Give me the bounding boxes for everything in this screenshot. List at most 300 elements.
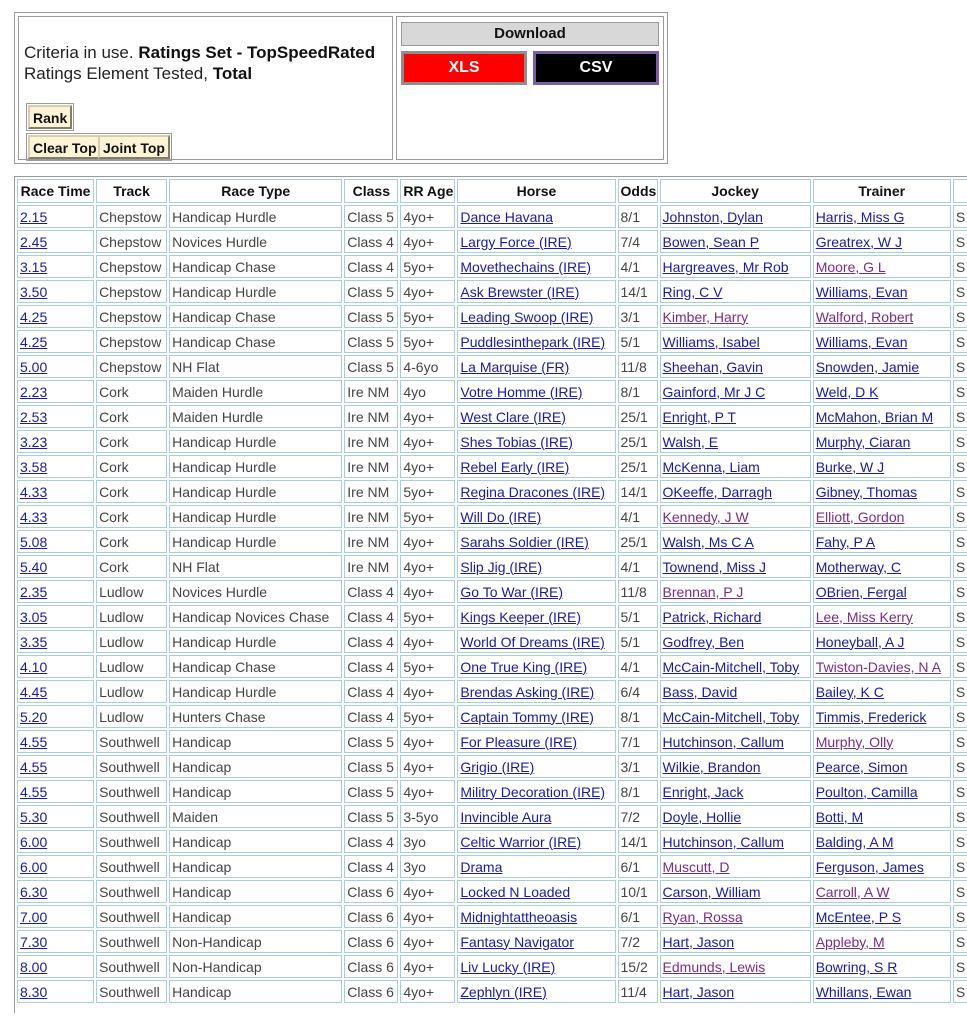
age-cell: 5yo+: [400, 255, 455, 278]
trainer-link[interactable]: Weld, D K: [815, 383, 879, 400]
table-row: [17, 555, 967, 578]
trainer-link[interactable]: Williams, Evan: [815, 333, 908, 350]
horse-link[interactable]: Locked N Loaded: [460, 883, 571, 900]
trainer-link[interactable]: McEntee, P S: [815, 908, 902, 925]
jockey-link[interactable]: Godfrey, Ben: [662, 633, 744, 650]
jockey-cell: [660, 680, 811, 703]
col-header-odds[interactable]: Odds: [618, 179, 658, 203]
horse-link[interactable]: La Marquise (FR): [460, 358, 570, 375]
jockey-cell: [660, 330, 811, 353]
race-type-cell: Handicap Hurdle: [169, 480, 342, 503]
extra-cell: S: [953, 330, 967, 353]
age-cell: 4yo+: [400, 280, 455, 303]
horse-cell: [457, 330, 615, 353]
race-time-cell: [17, 480, 94, 503]
extra-cell: S: [953, 655, 967, 678]
horse-link[interactable]: Will Do (IRE): [460, 508, 542, 525]
race-time-link[interactable]: 5.08: [20, 533, 48, 550]
jockey-link[interactable]: McCain-Mitchell, Toby: [662, 708, 800, 725]
extra-cell: S: [953, 430, 967, 453]
trainer-link[interactable]: Burke, W J: [815, 458, 885, 475]
race-time-link[interactable]: 2.15: [20, 208, 48, 225]
odds-cell: 14/1: [618, 830, 658, 853]
jockey-link[interactable]: Ryan, Rossa: [662, 908, 743, 925]
download-title: Download: [401, 22, 659, 46]
race-time-link[interactable]: 3.23: [20, 433, 48, 450]
track-cell: Cork: [96, 430, 167, 453]
race-time-cell: [17, 330, 94, 353]
class-cell: Class 5: [344, 355, 398, 378]
race-time-cell: [17, 805, 94, 828]
jockey-cell: [660, 855, 811, 878]
criteria-prefix: Criteria in use.: [24, 43, 134, 62]
joint-top-button[interactable]: Joint Top: [98, 135, 170, 159]
track-cell: Southwell: [96, 980, 167, 1003]
race-time-link[interactable]: 4.25: [20, 308, 48, 325]
class-cell: Class 4: [344, 680, 398, 703]
race-time-cell: [17, 205, 94, 228]
col-header-jockey[interactable]: Jockey: [660, 179, 811, 203]
extra-cell: S: [953, 980, 967, 1003]
horse-link[interactable]: Invincible Aura: [460, 808, 552, 825]
jockey-link[interactable]: Doyle, Hollie: [662, 808, 742, 825]
extra-cell: S: [953, 780, 967, 803]
xls-download-button[interactable]: XLS: [401, 51, 527, 85]
jockey-cell: [660, 980, 811, 1003]
trainer-link[interactable]: Whillans, Ewan: [815, 983, 912, 1000]
jockey-cell: [660, 755, 811, 778]
jockey-cell: [660, 230, 811, 253]
ratings-set-label: Ratings Set - TopSpeedRated: [138, 43, 376, 62]
race-time-cell: [17, 505, 94, 528]
class-cell: Class 6: [344, 980, 398, 1003]
jockey-link[interactable]: Hart, Jason: [662, 983, 735, 1000]
track-cell: Cork: [96, 530, 167, 553]
jockey-link[interactable]: Walsh, Ms C A: [662, 533, 754, 550]
class-cell: Ire NM: [344, 555, 398, 578]
jockey-link[interactable]: Wilkie, Brandon: [662, 758, 761, 775]
jockey-link[interactable]: Brennan, P J: [662, 583, 744, 600]
extra-cell: S: [953, 805, 967, 828]
race-time-link[interactable]: 6.30: [20, 883, 48, 900]
race-time-link[interactable]: 3.05: [20, 608, 48, 625]
col-header-race-type[interactable]: Race Type: [169, 179, 342, 203]
trainer-cell: [813, 230, 951, 253]
horse-link[interactable]: Liv Lucky (IRE): [460, 958, 556, 975]
jockey-cell: [660, 880, 811, 903]
age-cell: 4yo+: [400, 680, 455, 703]
race-time-link[interactable]: 5.40: [20, 558, 48, 575]
track-cell: Cork: [96, 505, 167, 528]
table-row: [17, 955, 967, 978]
jockey-link[interactable]: Williams, Isabel: [662, 333, 760, 350]
jockey-link[interactable]: Patrick, Richard: [662, 608, 762, 625]
odds-cell: 4/1: [618, 555, 658, 578]
extra-cell: S: [953, 680, 967, 703]
race-time-link[interactable]: 8.30: [20, 983, 48, 1000]
horse-cell: [457, 380, 615, 403]
jockey-link[interactable]: Kimber, Harry: [662, 308, 749, 325]
race-time-link[interactable]: 3.35: [20, 633, 48, 650]
horse-link[interactable]: One True King (IRE): [460, 658, 588, 675]
extra-cell: S: [953, 580, 967, 603]
age-cell: 4yo+: [400, 630, 455, 653]
age-cell: 4yo+: [400, 755, 455, 778]
table-row: [17, 605, 967, 628]
race-time-cell: [17, 605, 94, 628]
trainer-link[interactable]: Williams, Evan: [815, 283, 908, 300]
class-cell: Class 4: [344, 580, 398, 603]
race-time-link[interactable]: 2.53: [20, 408, 48, 425]
trainer-link[interactable]: Carroll, A W: [815, 883, 890, 900]
trainer-link[interactable]: Snowden, Jamie: [815, 358, 920, 375]
race-time-link[interactable]: 3.58: [20, 458, 48, 475]
horse-cell: [457, 630, 615, 653]
trainer-cell: [813, 880, 951, 903]
jockey-cell: [660, 730, 811, 753]
race-time-link[interactable]: 6.00: [20, 858, 48, 875]
race-type-cell: Handicap: [169, 855, 342, 878]
race-time-cell: [17, 555, 94, 578]
odds-cell: 11/8: [618, 355, 658, 378]
race-time-cell: [17, 580, 94, 603]
trainer-link[interactable]: Murphy, Olly: [815, 733, 894, 750]
track-cell: Southwell: [96, 755, 167, 778]
race-time-cell: [17, 755, 94, 778]
jockey-link[interactable]: Enright, Jack: [662, 783, 744, 800]
horse-link[interactable]: Kings Keeper (IRE): [460, 608, 581, 625]
trainer-link[interactable]: Bailey, K C: [815, 683, 884, 700]
extra-cell: S: [953, 955, 967, 978]
jockey-link[interactable]: Ring, C V: [662, 283, 723, 300]
horse-cell: [457, 605, 615, 628]
trainer-cell: [813, 805, 951, 828]
horse-link[interactable]: Shes Tobias (IRE): [460, 433, 573, 450]
class-cell: Class 4: [344, 705, 398, 728]
criteria-text: [24, 42, 375, 84]
race-type-cell: Non-Handicap: [169, 955, 342, 978]
trainer-link[interactable]: Pearce, Simon: [815, 758, 908, 775]
race-type-cell: Handicap Hurdle: [169, 630, 342, 653]
horse-link[interactable]: Celtic Warrior (IRE): [460, 833, 582, 850]
class-cell: Ire NM: [344, 380, 398, 403]
trainer-link[interactable]: Appleby, M: [815, 933, 885, 950]
class-cell: Class 4: [344, 855, 398, 878]
clear-top-button[interactable]: Clear Top: [28, 135, 102, 159]
jockey-cell: [660, 655, 811, 678]
col-header-race-time[interactable]: Race Time: [17, 179, 94, 203]
class-cell: Class 5: [344, 205, 398, 228]
race-time-link[interactable]: 4.33: [20, 508, 48, 525]
horse-link[interactable]: Largy Force (IRE): [460, 233, 572, 250]
race-time-link[interactable]: 5.00: [20, 358, 48, 375]
horse-link[interactable]: Rebel Early (IRE): [460, 458, 570, 475]
race-type-cell: Handicap: [169, 830, 342, 853]
trainer-link[interactable]: Walford, Robert: [815, 308, 914, 325]
race-time-link[interactable]: 4.55: [20, 758, 48, 775]
race-time-link[interactable]: 8.00: [20, 958, 48, 975]
jockey-link[interactable]: Hart, Jason: [662, 933, 735, 950]
horse-link[interactable]: World Of Dreams (IRE): [460, 633, 605, 650]
csv-download-button[interactable]: CSV: [533, 51, 659, 85]
trainer-link[interactable]: Ferguson, James: [815, 858, 924, 875]
trainer-cell: [813, 505, 951, 528]
jockey-link[interactable]: Bass, David: [662, 683, 738, 700]
extra-cell: S: [953, 355, 967, 378]
horse-cell: [457, 305, 615, 328]
results-table: [15, 177, 967, 1005]
track-cell: Cork: [96, 380, 167, 403]
trainer-link[interactable]: Motherway, C: [815, 558, 902, 575]
jockey-link[interactable]: Muscutt, D: [662, 858, 730, 875]
race-time-link[interactable]: 3.15: [20, 258, 48, 275]
trainer-link[interactable]: Harris, Miss G: [815, 208, 905, 225]
jockey-cell: [660, 580, 811, 603]
age-cell: 4yo+: [400, 730, 455, 753]
trainer-link[interactable]: Greatrex, W J: [815, 233, 903, 250]
race-time-link[interactable]: 4.55: [20, 783, 48, 800]
jockey-cell: [660, 380, 811, 403]
race-time-link[interactable]: 2.45: [20, 233, 48, 250]
odds-cell: 4/1: [618, 505, 658, 528]
trainer-link[interactable]: McMahon, Brian M: [815, 408, 934, 425]
horse-link[interactable]: Regina Dracones (IRE): [460, 483, 606, 500]
horse-link[interactable]: West Clare (IRE): [460, 408, 566, 425]
table-header-row: [17, 179, 967, 203]
trainer-link[interactable]: Poulton, Camilla: [815, 783, 918, 800]
horse-link[interactable]: Militry Decoration (IRE): [460, 783, 606, 800]
class-cell: Ire NM: [344, 480, 398, 503]
horse-link[interactable]: Puddlesinthepark (IRE): [460, 333, 606, 350]
race-time-link[interactable]: 5.20: [20, 708, 48, 725]
jockey-cell: [660, 355, 811, 378]
track-cell: Ludlow: [96, 580, 167, 603]
trainer-link[interactable]: Moore, G L: [815, 258, 886, 275]
extra-cell: S: [953, 280, 967, 303]
col-header-class[interactable]: Class: [344, 179, 398, 203]
trainer-link[interactable]: Botti, M: [815, 808, 864, 825]
odds-cell: 7/4: [618, 230, 658, 253]
extra-cell: S: [953, 530, 967, 553]
trainer-link[interactable]: Murphy, Ciaran: [815, 433, 911, 450]
race-time-cell: [17, 380, 94, 403]
jockey-cell: [660, 455, 811, 478]
age-cell: 4yo+: [400, 230, 455, 253]
age-cell: 5yo+: [400, 305, 455, 328]
race-time-link[interactable]: 6.00: [20, 833, 48, 850]
age-cell: 3-5yo: [400, 805, 455, 828]
race-time-link[interactable]: 7.30: [20, 933, 48, 950]
horse-link[interactable]: Ask Brewster (IRE): [460, 283, 580, 300]
race-type-cell: Handicap: [169, 755, 342, 778]
trainer-link[interactable]: Gibney, Thomas: [815, 483, 918, 500]
trainer-cell: [813, 405, 951, 428]
extra-cell: S: [953, 880, 967, 903]
trainer-link[interactable]: Bowring, S R: [815, 958, 898, 975]
trainer-link[interactable]: Timmis, Frederick: [815, 708, 927, 725]
table-row: [17, 880, 967, 903]
table-row: [17, 280, 967, 303]
jockey-cell: [660, 780, 811, 803]
age-cell: 4yo+: [400, 880, 455, 903]
trainer-link[interactable]: Twiston-Davies, N A: [815, 658, 941, 675]
table-row: [17, 730, 967, 753]
race-type-cell: Hunters Chase: [169, 705, 342, 728]
track-cell: Cork: [96, 555, 167, 578]
track-cell: Chepstow: [96, 255, 167, 278]
horse-link[interactable]: Fantasy Navigator: [460, 933, 574, 950]
odds-cell: 8/1: [618, 205, 658, 228]
race-type-cell: Handicap Hurdle: [169, 455, 342, 478]
horse-cell: [457, 805, 615, 828]
horse-link[interactable]: Dance Havana: [460, 208, 553, 225]
horse-link[interactable]: Sarahs Soldier (IRE): [460, 533, 589, 550]
col-header-rr-age[interactable]: RR Age: [400, 179, 455, 203]
odds-cell: 25/1: [618, 455, 658, 478]
age-cell: 5yo+: [400, 505, 455, 528]
race-type-cell: Handicap Chase: [169, 305, 342, 328]
trainer-link[interactable]: Lee, Miss Kerry: [815, 608, 913, 625]
race-time-cell: [17, 305, 94, 328]
horse-cell: [457, 680, 615, 703]
trainer-cell: [813, 330, 951, 353]
age-cell: 4yo+: [400, 405, 455, 428]
race-time-cell: [17, 355, 94, 378]
horse-cell: [457, 555, 615, 578]
horse-link[interactable]: Slip Jig (IRE): [460, 558, 543, 575]
jockey-link[interactable]: McCain-Mitchell, Toby: [662, 658, 800, 675]
horse-link[interactable]: Leading Swoop (IRE): [460, 308, 594, 325]
class-cell: Class 4: [344, 255, 398, 278]
extra-cell: S: [953, 205, 967, 228]
jockey-link[interactable]: Kennedy, J W: [662, 508, 749, 525]
table-row: [17, 980, 967, 1003]
age-cell: 4yo+: [400, 555, 455, 578]
extra-cell: S: [953, 630, 967, 653]
jockey-link[interactable]: Enright, P T: [662, 408, 736, 425]
class-cell: Class 5: [344, 780, 398, 803]
horse-cell: [457, 880, 615, 903]
race-time-link[interactable]: 5.30: [20, 808, 48, 825]
jockey-cell: [660, 480, 811, 503]
horse-link[interactable]: Captain Tommy (IRE): [460, 708, 594, 725]
class-cell: Ire NM: [344, 405, 398, 428]
horse-link[interactable]: Zephlyn (IRE): [460, 983, 547, 1000]
jockey-link[interactable]: Johnston, Dylan: [662, 208, 763, 225]
track-cell: Chepstow: [96, 205, 167, 228]
horse-cell: [457, 255, 615, 278]
col-header-trainer[interactable]: Trainer: [813, 179, 951, 203]
horse-link[interactable]: Brendas Asking (IRE): [460, 683, 595, 700]
table-row: [17, 380, 967, 403]
jockey-link[interactable]: OKeeffe, Darragh: [662, 483, 773, 500]
race-type-cell: NH Flat: [169, 355, 342, 378]
odds-cell: 5/1: [618, 330, 658, 353]
jockey-link[interactable]: Edmunds, Lewis: [662, 958, 766, 975]
class-cell: Ire NM: [344, 430, 398, 453]
table-row: [17, 580, 967, 603]
odds-cell: 7/1: [618, 730, 658, 753]
col-header-extra[interactable]: [953, 179, 967, 203]
jockey-link[interactable]: Hutchinson, Callum: [662, 833, 784, 850]
horse-link[interactable]: Midnightattheoasis: [460, 908, 578, 925]
track-cell: Chepstow: [96, 280, 167, 303]
race-type-cell: Handicap Novices Chase: [169, 605, 342, 628]
extra-cell: S: [953, 230, 967, 253]
trainer-link[interactable]: Honeyball, A J: [815, 633, 905, 650]
race-time-cell: [17, 830, 94, 853]
col-header-horse[interactable]: Horse: [457, 179, 615, 203]
top-buttons-frame: [26, 133, 172, 161]
horse-cell: [457, 280, 615, 303]
jockey-link[interactable]: Hutchinson, Callum: [662, 733, 784, 750]
race-time-link[interactable]: 4.45: [20, 683, 48, 700]
race-type-cell: Maiden: [169, 805, 342, 828]
race-time-link[interactable]: 4.25: [20, 333, 48, 350]
horse-link[interactable]: Grigio (IRE): [460, 758, 535, 775]
race-time-cell: [17, 930, 94, 953]
horse-cell: [457, 705, 615, 728]
race-time-cell: [17, 680, 94, 703]
race-time-link[interactable]: 7.00: [20, 908, 48, 925]
race-time-link[interactable]: 2.23: [20, 383, 48, 400]
horse-link[interactable]: Go To War (IRE): [460, 583, 564, 600]
jockey-link[interactable]: Sheehan, Gavin: [662, 358, 763, 375]
jockey-link[interactable]: Hargreaves, Mr Rob: [662, 258, 789, 275]
race-time-cell: [17, 780, 94, 803]
trainer-link[interactable]: Balding, A M: [815, 833, 894, 850]
race-time-link[interactable]: 3.50: [20, 283, 48, 300]
jockey-link[interactable]: Gainford, Mr J C: [662, 383, 766, 400]
jockey-link[interactable]: Walsh, E: [662, 433, 719, 450]
rank-button[interactable]: Rank: [28, 105, 72, 129]
race-time-link[interactable]: 4.55: [20, 733, 48, 750]
race-type-cell: Handicap Chase: [169, 255, 342, 278]
jockey-link[interactable]: Carson, William: [662, 883, 761, 900]
race-time-link[interactable]: 4.10: [20, 658, 48, 675]
jockey-link[interactable]: Bowen, Sean P: [662, 233, 760, 250]
odds-cell: 11/8: [618, 580, 658, 603]
horse-link[interactable]: For Pleasure (IRE): [460, 733, 578, 750]
table-row: [17, 505, 967, 528]
odds-cell: 4/1: [618, 255, 658, 278]
extra-cell: S: [953, 255, 967, 278]
col-header-track[interactable]: Track: [96, 179, 167, 203]
odds-cell: 6/1: [618, 855, 658, 878]
trainer-cell: [813, 655, 951, 678]
horse-link[interactable]: Votre Homme (IRE): [460, 383, 583, 400]
trainer-link[interactable]: Fahy, P A: [815, 533, 876, 550]
trainer-link[interactable]: OBrien, Fergal: [815, 583, 907, 600]
race-type-cell: Handicap: [169, 905, 342, 928]
jockey-link[interactable]: Townend, Miss J: [662, 558, 767, 575]
odds-cell: 8/1: [618, 380, 658, 403]
odds-cell: 3/1: [618, 755, 658, 778]
jockey-link[interactable]: McKenna, Liam: [662, 458, 760, 475]
class-cell: Class 4: [344, 830, 398, 853]
horse-link[interactable]: Movethechains (IRE): [460, 258, 592, 275]
class-cell: Class 6: [344, 955, 398, 978]
trainer-link[interactable]: Elliott, Gordon: [815, 508, 905, 525]
race-time-link[interactable]: 4.33: [20, 483, 48, 500]
track-cell: Ludlow: [96, 655, 167, 678]
race-time-link[interactable]: 2.35: [20, 583, 48, 600]
race-time-cell: [17, 280, 94, 303]
results-table-container[interactable]: [14, 176, 967, 1013]
extra-cell: S: [953, 605, 967, 628]
race-time-cell: [17, 730, 94, 753]
horse-link[interactable]: Drama: [460, 858, 503, 875]
